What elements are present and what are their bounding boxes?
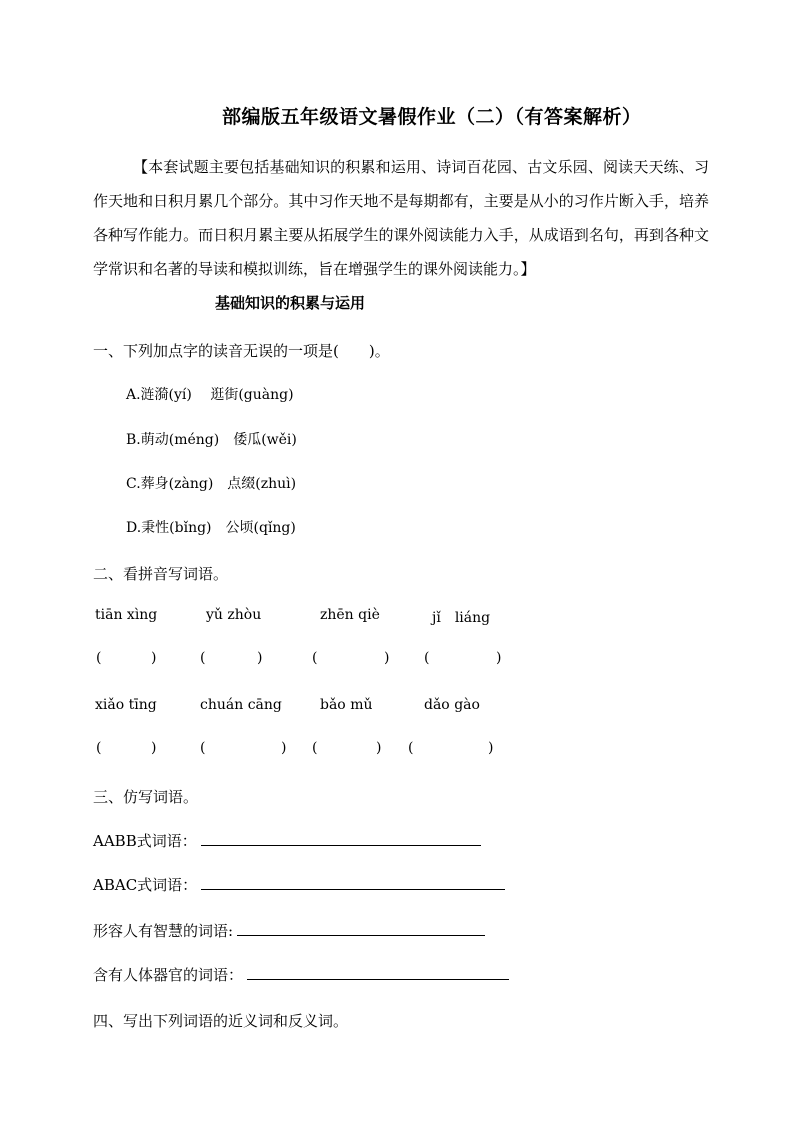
answer-paren-open: ( [424,650,430,666]
pinyin-item: chuán cāng [200,697,282,713]
page-title: 部编版五年级语文暑假作业（二）（有答案解析） [222,106,642,128]
answer-paren-open: ( [96,650,102,666]
question-1-option-b: B.萌动(méng) 倭瓜(wěi) [126,432,297,448]
question-1-option-c: C.葬身(zàng) 点缀(zhuì) [126,476,297,492]
answer-paren-close: ) [281,740,287,756]
answer-blank[interactable] [201,831,481,846]
answer-blank[interactable] [247,965,509,980]
answer-paren-open: ( [200,650,206,666]
pinyin-item: yǔ zhòu [206,607,262,623]
question-1-option-d: D.秉性(bǐng) 公顷(qǐng) [126,520,296,536]
pinyin-item: jǐ liáng [432,610,491,626]
answer-paren-close: ) [384,650,390,666]
fill-item [93,874,505,895]
answer-blank[interactable] [201,875,505,890]
fill-item-label: ABAC式词语： [93,876,198,894]
pinyin-item: dǎo gào [424,697,480,713]
answer-paren-close: ) [257,650,263,666]
section-title: 基础知识的积累与运用 [215,294,366,312]
pinyin-item: tiān xìng [95,607,158,623]
intro-paragraph: 【本套试题主要包括基础知识的积累和运用、诗词百花园、古文乐园、阅读天天练、习作天地和日积月累几个部分。其中习作天地不是每期都有，主要是从小的习作片断入手，培养各种写作能力。而日积月累主要从拓展学生的课外阅读能力入手，从成语到名句，再到各种文学常识和名著的导读和模拟训练，旨在增强学生的课外阅读能力。】 [93,158,709,278]
answer-paren-open: ( [312,650,318,666]
answer-paren-close: ) [488,740,494,756]
answer-paren-close: ) [496,650,502,666]
question-1-stem: 一、下列加点字的读音无误的一项是( )。 [93,342,390,360]
fill-item-label: 含有人体器官的词语： [93,966,244,984]
answer-paren-close: ) [151,740,157,756]
answer-paren-open: ( [200,740,206,756]
fill-item [93,920,485,941]
answer-paren-open: ( [312,740,318,756]
answer-paren-close: ) [151,650,157,666]
answer-paren-open: ( [408,740,414,756]
question-3-stem: 三、仿写词语。 [93,788,199,806]
answer-blank[interactable] [237,921,485,936]
fill-item [93,964,509,985]
fill-item-label: 形容人有智慧的词语: [93,922,234,940]
pinyin-item: bǎo mǔ [320,697,373,713]
answer-paren-open: ( [96,740,102,756]
pinyin-item: xiǎo tīng [95,697,157,713]
fill-item [93,830,481,851]
question-2-stem: 二、看拼音写词语。 [93,565,229,583]
answer-paren-close: ) [376,740,382,756]
pinyin-item: zhēn qiè [320,607,380,623]
question-1-option-a: A.涟漪(yí) 逛街(guàng) [126,387,294,403]
fill-item-label: AABB式词语： [93,832,197,850]
question-4-stem: 四、写出下列词语的近义词和反义词。 [93,1012,349,1030]
